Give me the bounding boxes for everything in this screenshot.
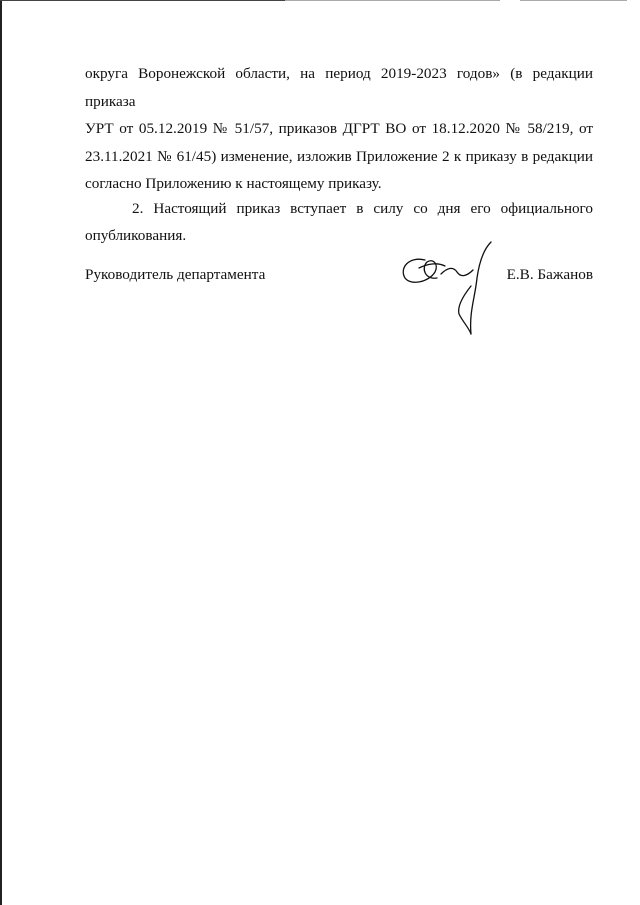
paragraph-2 [85, 195, 593, 250]
handwritten-signature [395, 238, 505, 343]
signer-title: Руководитель департамента [85, 266, 266, 283]
signer-name: Е.В. Бажанов [506, 266, 593, 283]
text-line: 2. Настоящий приказ вступает в силу со дня его официального [132, 199, 593, 217]
paragraph-1 [85, 60, 593, 198]
document-body [85, 60, 593, 250]
scan-edge-top [0, 0, 640, 1]
text-line: опубликования. [85, 227, 187, 244]
text-line: 23.11.2021 № 61/45) изменение, изложив Приложение 2 к приказу в редакции [85, 147, 593, 165]
text-line: округа Воронежской области, на период 2019-2023 годов» (в редакции приказа [85, 65, 593, 110]
text-line: согласно Приложению к настоящему приказу. [85, 175, 382, 192]
text-line: УРТ от 05.12.2019 № 51/57, приказов ДГРТ ВО от 18.12.2020 № 58/219, от [85, 120, 593, 137]
scan-edge-left [0, 0, 2, 905]
